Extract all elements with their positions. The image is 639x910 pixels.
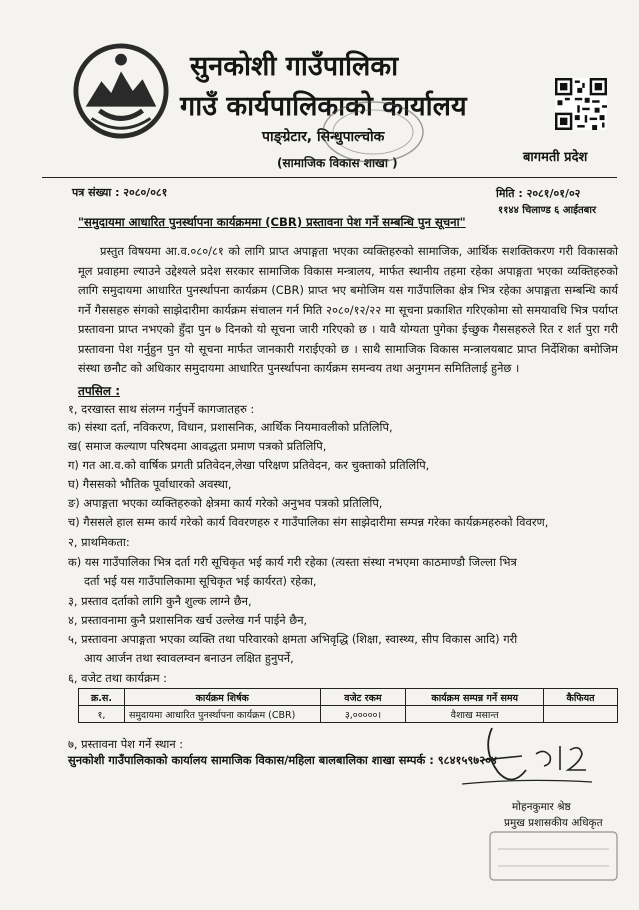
table-cell: ३,०००००। xyxy=(320,706,406,723)
notice-subject: "समुदायमा आधारित पुनर्स्थापना कार्यक्रममा (CBR) प्रस्तावना पेश गर्ने सम्बन्धि पुन सूचना" xyxy=(78,215,466,229)
attachments-title: तपसिल : xyxy=(78,384,120,398)
list-item: ३, प्रस्ताव दर्ताको लागि कुनै शुल्क लाग्ने छैन, xyxy=(68,594,252,608)
issue-date-extra: ११४४ चिलाण्ड ६ आईतबार xyxy=(498,205,597,216)
list-item: ५, प्रस्तावना अपाङ्गता भएका व्यक्ति तथा परिवारको क्षमता अभिवृद्धि (शिक्षा, स्वास्थ्य, सीप विकास आदि) गरी xyxy=(68,632,518,646)
office-title: गाउँ कार्यपालिकाको कार्यालय xyxy=(180,91,467,122)
budget-table xyxy=(78,688,618,723)
list-item: १, दरखास्त साथ संलग्न गर्नुपर्ने कागजातहरु : xyxy=(68,402,255,416)
list-item: ग) गत आ.व.को वार्षिक प्रगती प्रतिवेदन,लेखा परिक्षण प्रतिवेदन, कर चुक्ताको प्रतिलिपि, xyxy=(68,458,430,472)
office-section: (सामाजिक विकास शाखा ) xyxy=(277,156,398,170)
notice-body: प्रस्तुत विषयमा आ.व.०८०/८१ को लागि प्राप्त अपाङ्गता भएका व्यक्तिहरुको सामाजिक, आर्थिक सशक्तिकरण गरी विकासको मूल प्रवाहमा ल्याउने उद्देश्यले प्रदेश सरकार सामाजिक विकास मन्त्रालय, मार्फत स्थानीय तहमा रहेका अपाङ्गता भएका व्यक्तिहरुको लागि समुदायमा आधारित पुनर्स्थापना कार्यक्रम (CBR) प्राप्त भए बमोजिम यस गाउँपालिका क्षेत्र भित्र रहेका अपाङ्गता सम्बन्धि कार्य गर्ने गैससहरु संगको साझेदारीमा कार्यक्रम संचालन गर्न मिति २०८०/१२/२२ मा सूचना प्रकाशित गरिएकोमा सो समयावधि भित्र पर्याप्त प्रस्तावना प्राप्त नभएको हुँदा पुन ७ दिनको यो सूचना जारी गरिएको छ । यावै योग्यता पुगेका ईच्छुक गैससहरुले रित र शर्त पुरा गरी प्रस्तावना पेश गर्नुहुन पुन यो सूचना मार्फत जानकारी गराईएको छ । साथै सामाजिक विकास मन्त्रालयबाट प्राप्त निर्देशिका बमोजिम संस्था छनौट को अधिकार समुदायमा आधारित पुनर्स्थापना कार्यक्रम समन्वय तथा अनुगमन समितिलाई हुनेछ । xyxy=(78,244,618,375)
list-item: आय आर्जन तथा स्वावलम्वन बनाउन लक्षित हुनुपर्ने, xyxy=(84,651,294,665)
list-item: क) संस्था दर्ता, नविकरण, विधान, प्रशासनिक, आर्थिक नियमावलीको प्रतिलिपि, xyxy=(68,420,393,434)
issue-date: मिति : २०८१/०१/०२ xyxy=(496,187,581,200)
table-cell: वैशाख मसान्त xyxy=(406,706,544,723)
table-header: वजेट रकम xyxy=(320,689,406,706)
header-stamp-icon xyxy=(318,96,428,168)
signatory-designation: प्रमुख प्रशासकीय अधिकृत xyxy=(504,817,603,829)
list-item: दर्ता भई यस गाउँपालिकामा सूचिकृत भई कार्यरत) रहेका, xyxy=(84,574,317,588)
table-cell: १, xyxy=(79,706,125,723)
table-cell: समुदायमा आधारित पुनर्स्थापना कार्यक्रम (CBR) xyxy=(124,706,320,723)
table-header: कैफियत xyxy=(544,689,618,706)
contact-line: सुनकोशी गाउँपालिकाको कार्यालय सामाजिक विकास/महिला बालबालिका शाखा सम्पर्क : ९८४१५९७२०४ xyxy=(68,753,497,767)
table-header-row xyxy=(79,689,618,706)
list-item: घ) गैससको भौतिक पूर्वाधारको अवस्था, xyxy=(68,477,232,491)
submission-place-label: ७, प्रस्तावना पेश गर्ने स्थान : xyxy=(68,737,184,751)
official-stamp-icon xyxy=(486,828,621,884)
list-item: ४, प्रस्तावनामा कुनै प्रशासनिक खर्च उल्लेख गर्न पाईने छैन, xyxy=(68,613,308,627)
signature-icon xyxy=(452,720,602,792)
province-label: बागमती प्रदेश xyxy=(523,150,588,165)
list-item: २, प्राथमिकता: xyxy=(68,535,130,549)
list-item: च) गैससले हाल सम्म कार्य गरेको कार्य विवरणहरु र गाउँपालिका संग साझेदारीमा सम्पन्न गरेका कार्यक्रमहरुको विवरण, xyxy=(68,515,549,529)
list-item: ६, वजेट तथा कार्यक्रम : xyxy=(68,671,167,685)
reference-number: पत्र संख्या : २०८०/०८१ xyxy=(72,186,168,199)
office-name: सुनकोशी गाउँपालिका xyxy=(190,51,399,82)
list-item: क) यस गाउँपालिका भित्र दर्ता गरी सूचिकृत भई कार्य गरी रहेका (त्यस्ता संस्था नभएमा काठमाण्डौ जिल्ला भित्र xyxy=(68,555,517,569)
signatory-name: मोहनकुमार श्रेष्ठ xyxy=(512,801,571,813)
header-divider xyxy=(42,177,617,178)
table-header: कार्यक्रम शिर्षक xyxy=(124,689,320,706)
list-item: ख( समाज कल्याण परिषदमा आवद्धता प्रमाण पत्रको प्रतिलिपि, xyxy=(68,439,327,453)
nepal-emblem-icon xyxy=(72,42,170,140)
office-address: पाङ्ग्रेटार, सिन्धुपाल्चोक xyxy=(262,129,385,145)
qr-code-icon xyxy=(555,78,607,130)
list-item: ङ) अपाङ्गता भएका व्यक्तिहरुको क्षेत्रमा कार्य गरेको अनुभव पत्रको प्रतिलिपि, xyxy=(68,496,383,510)
table-header: क्र.स. xyxy=(79,689,125,706)
table-header: कार्यक्रम सम्पन्न गर्ने समय xyxy=(406,689,544,706)
